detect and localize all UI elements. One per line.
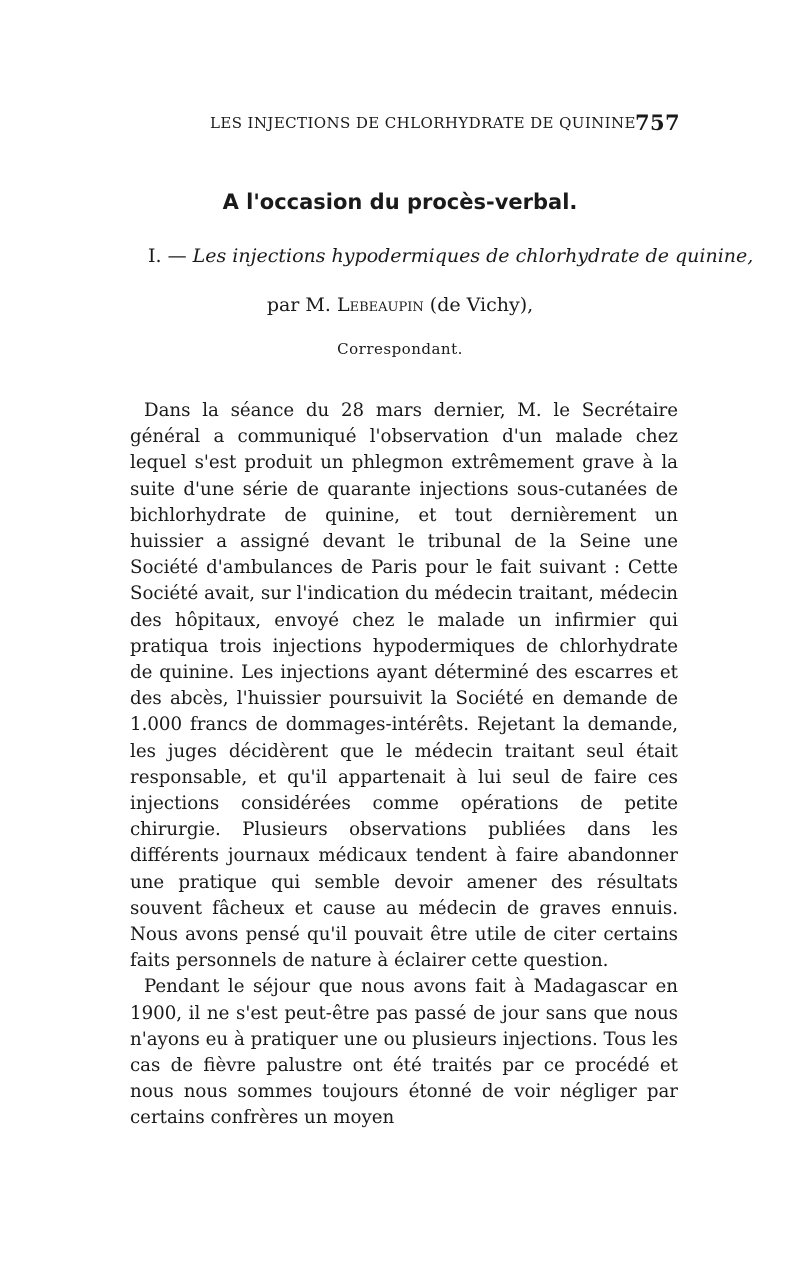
article-subtitle bbox=[148, 245, 754, 267]
article-body bbox=[130, 398, 678, 1132]
paragraph: Dans la séance du 28 mars dernier, M. le Secrétaire général a communiqué l'observation d'un malade chez lequel s'est produit un phlegmon extrêmement grave à la suite d'une série de quarante injections sous-cutanées de bichlorhydrate de quinine, et tout dernièrement un huissier a assigné devant le tribunal de la Seine une Société d'ambulances de Paris pour le fait suivant : Cette Société avait, sur l'indication du médecin traitant, médecin des hôpitaux, envoyé chez le malade un infirmier qui pratiqua trois injections hypodermiques de chlorhydrate de quinine. Les injections ayant déterminé des escarres et des abcès, l'huissier poursuivit la Société en demande de 1.000 francs de dommages-intérêts. Rejetant la demande, les juges décidèrent que le médecin traitant seul était responsable, et qu'il appartenait à lui seul de faire ces injections considérées comme opérations de petite chirurgie. Plusieurs observations publiées dans les différents journaux médicaux tendent à faire abandonner une pratique qui semble devoir amener des résultats souvent fâcheux et cause au médecin de graves ennuis. Nous avons pensé qu'il pouvait être utile de citer certains faits personnels de nature à éclairer cette question. bbox=[130, 400, 678, 972]
page-number: 757 bbox=[634, 110, 680, 135]
article-title: A l'occasion du procès-verbal. bbox=[222, 190, 578, 214]
author-affiliation: Correspondant. bbox=[337, 340, 463, 358]
author-place: (de Vichy), bbox=[429, 294, 534, 316]
subtitle-text: Les injections hypodermiques de chlorhydrate de quinine, bbox=[192, 245, 754, 267]
subtitle-number: I. — bbox=[148, 245, 187, 267]
author-name: Lebeaupin bbox=[336, 294, 424, 316]
paragraph: Pendant le séjour que nous avons fait à Madagascar en 1900, il ne s'est peut-être pas passé de jour sans que nous n'ayons eu à pratiquer une ou plusieurs injections. Tous les cas de fièvre palustre ont été traités par ce procédé et nous nous sommes toujours étonné de voir négliger par certains confrères un moyen bbox=[130, 976, 678, 1129]
running-head-title: LES INJECTIONS DE CHLORHYDRATE DE QUININE bbox=[210, 114, 636, 132]
byline bbox=[0, 294, 800, 316]
byline-prefix: par M. bbox=[266, 294, 331, 316]
